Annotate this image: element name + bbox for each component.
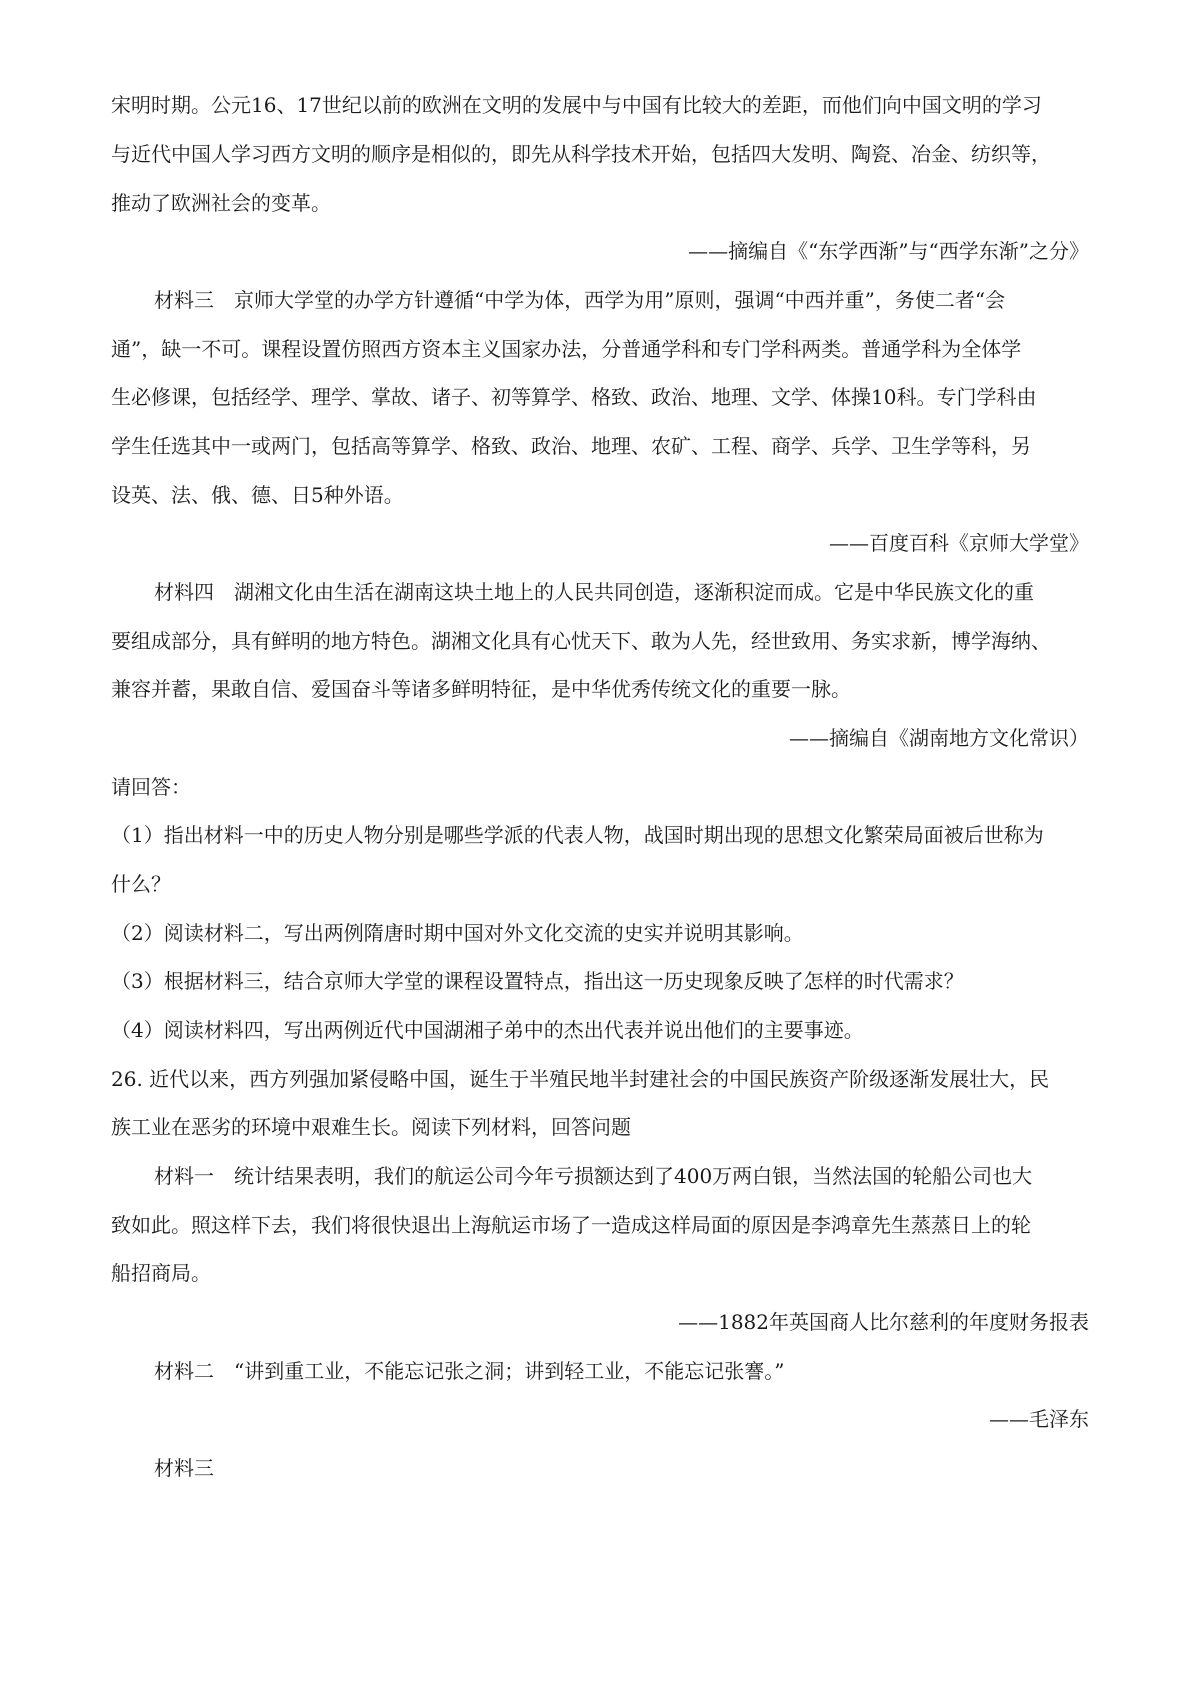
question-2: （2）阅读材料二，写出两例隋唐时期中国对外文化交流的史实并说明其影响。 xyxy=(111,921,804,945)
material2-line: 与近代中国人学习西方文明的顺序是相似的，即先从科学技术开始，包括四大发明、陶瓷、冶金、纺织等， xyxy=(111,142,1051,166)
q26-material1-line: 船招商局。 xyxy=(111,1261,211,1285)
material2-source: ——摘编自《“东学西渐”与“西学东渐”之分》 xyxy=(688,239,1089,263)
material4-source: ——摘编自《湖南地方文化常识） xyxy=(789,726,1089,750)
material3-line: 生必修课，包括经学、理学、掌故、诸子、初等算学、格致、政治、地理、文学、体操10科。专门学科由 xyxy=(111,385,1037,409)
q26-intro: 26. 近代以来，西方列强加紧侵略中国，诞生于半殖民地半封建社会的中国民族资产阶级逐渐发展壮大，民 xyxy=(111,1067,1050,1091)
question-1: （1）指出材料一中的历史人物分别是哪些学派的代表人物，战国时期出现的思想文化繁荣局面被后世称为 xyxy=(111,823,1044,847)
material3-line: 设英、法、俄、德、日5种外语。 xyxy=(111,483,404,507)
material3-line: 材料三 京师大学堂的办学方针遵循“中学为体，西学为用”原则，强调“中西并重”，务使二者“会 xyxy=(154,288,1006,312)
q26-intro: 族工业在恶劣的环境中艰难生长。阅读下列材料，回答问题 xyxy=(111,1115,631,1139)
answer-prompt: 请回答： xyxy=(111,775,191,799)
q26-material1-line: 材料一 统计结果表明，我们的航运公司今年亏损额达到了400万两白银，当然法国的轮船公司也大 xyxy=(154,1164,1033,1188)
question-3: （3）根据材料三，结合京师大学堂的课程设置特点，指出这一历史现象反映了怎样的时代需求？ xyxy=(111,969,964,993)
q26-material1-line: 致如此。照这样下去，我们将很快退出上海航运市场了一造成这样局面的原因是李鸿章先生蒸蒸日上的轮 xyxy=(111,1213,1031,1237)
q26-material2-source: ——毛泽东 xyxy=(989,1407,1089,1431)
material4-line: 要组成部分，具有鲜明的地方特色。湖湘文化具有心忧天下、敢为人先，经世致用、务实求新，博学海纳、 xyxy=(111,629,1051,653)
q26-material3-label: 材料三 xyxy=(154,1456,214,1480)
material2-line: 宋明时期。公元16、17世纪以前的欧洲在文明的发展中与中国有比较大的差距，而他们向中国文明的学习 xyxy=(111,93,1042,117)
material3-source: ——百度百科《京师大学堂》 xyxy=(829,531,1089,555)
question-1-cont: 什么？ xyxy=(111,872,171,896)
material2-line: 推动了欧洲社会的变革。 xyxy=(111,191,331,215)
q26-material1-source: ——1882年英国商人比尔慈利的年度财务报表 xyxy=(678,1310,1089,1334)
question-4: （4）阅读材料四，写出两例近代中国湖湘子弟中的杰出代表并说出他们的主要事迹。 xyxy=(111,1018,864,1042)
material3-line: 通”，缺一不可。课程设置仿照西方资本主义国家办法，分普通学科和专门学科两类。普通学科为全体学 xyxy=(111,337,1022,361)
material4-line: 材料四 湖湘文化由生活在湖南这块土地上的人民共同创造，逐渐积淀而成。它是中华民族文化的重 xyxy=(154,580,1034,604)
q26-material2: 材料二 “讲到重工业，不能忘记张之洞；讲到轻工业，不能忘记张謇。” xyxy=(154,1359,785,1383)
material4-line: 兼容并蓄，果敢自信、爱国奋斗等诸多鲜明特征，是中华优秀传统文化的重要一脉。 xyxy=(111,677,851,701)
material3-line: 学生任选其中一或两门，包括高等算学、格致、政治、地理、农矿、工程、商学、兵学、卫生学等科，另 xyxy=(111,434,1031,458)
